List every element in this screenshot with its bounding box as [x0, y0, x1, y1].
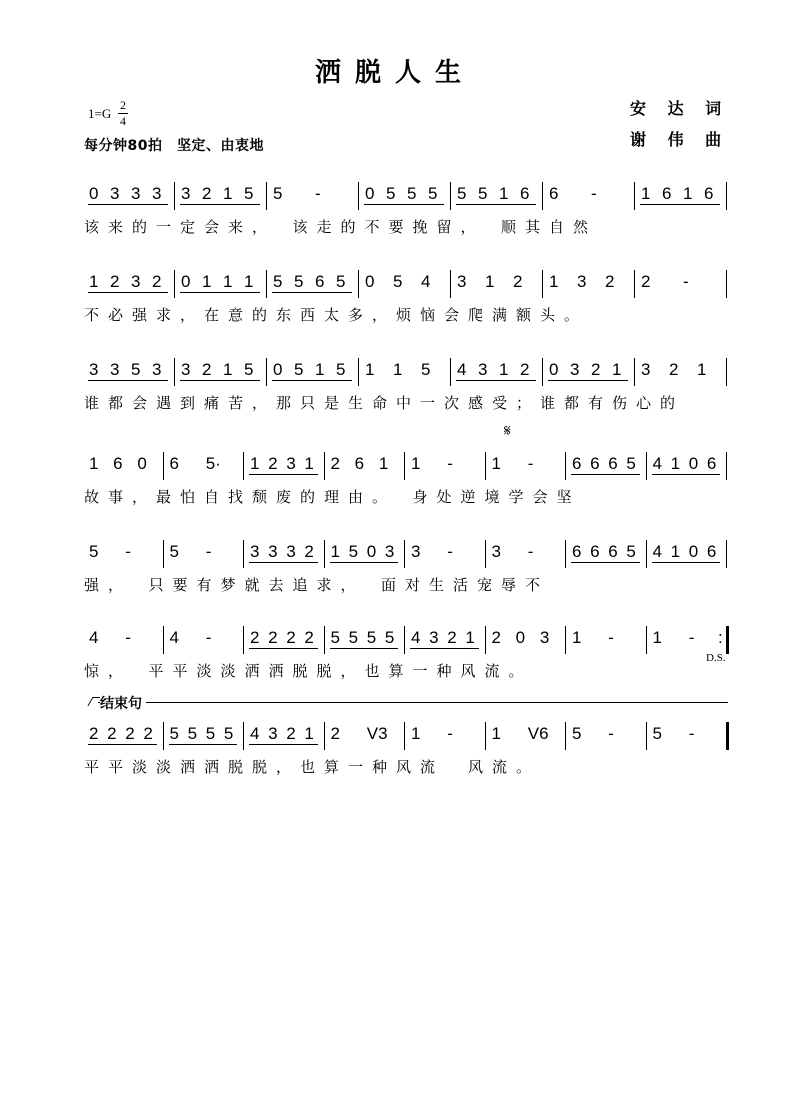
note: 5	[407, 184, 417, 203]
barline	[174, 358, 175, 386]
note: 3	[268, 724, 278, 743]
note: V3	[366, 724, 388, 743]
barline	[243, 722, 244, 750]
note: 2	[107, 724, 117, 743]
dash-note: -	[527, 454, 534, 473]
note: 5	[336, 360, 346, 379]
note: 5	[273, 184, 283, 203]
beam	[456, 380, 536, 381]
note: 5	[169, 724, 179, 743]
note: V6	[527, 724, 549, 743]
note: 1	[499, 360, 509, 379]
note: 5	[478, 184, 488, 203]
note: 2	[89, 724, 99, 743]
note: 0	[365, 272, 375, 291]
note: 6	[662, 184, 672, 203]
note: 1	[202, 272, 212, 291]
note: 1	[670, 542, 681, 561]
barline	[634, 270, 635, 298]
note: 1	[89, 272, 99, 291]
note: 5	[652, 724, 662, 743]
note: 4	[652, 454, 662, 473]
note: 3	[539, 628, 550, 647]
dash-note: -	[527, 542, 534, 561]
note: 3	[110, 184, 120, 203]
beam	[249, 562, 318, 563]
note: 5	[428, 184, 438, 203]
note: 2	[447, 628, 457, 647]
note: 1	[223, 272, 233, 291]
note: 2	[202, 184, 212, 203]
note: 1	[499, 184, 509, 203]
segno-sign: 𝄋	[504, 421, 511, 440]
note: 1	[411, 724, 421, 743]
lyrics-line: 平平淡淡洒洒脱脱，也算一种风流 风流。	[84, 758, 541, 776]
note: 5	[386, 184, 396, 203]
note: 3	[181, 360, 191, 379]
note: 1	[223, 184, 233, 203]
note: 5	[223, 724, 234, 743]
note: 6	[704, 184, 714, 203]
note: 1	[485, 272, 495, 291]
note: 1	[304, 454, 314, 473]
dash-note: -	[125, 628, 131, 647]
notation-line	[84, 538, 728, 568]
note: 1	[250, 454, 260, 473]
end-barline	[726, 722, 729, 750]
note: 6	[315, 272, 325, 291]
barline	[485, 540, 486, 568]
note: 1	[491, 454, 501, 473]
note: 5	[187, 724, 198, 743]
note: 1	[244, 272, 254, 291]
note: 1	[304, 724, 314, 743]
tempo-marking: 每分钟80拍 坚定、由衷地	[84, 138, 264, 154]
note: 6	[169, 454, 179, 473]
coda-label: 结束句	[100, 693, 146, 713]
beam	[652, 562, 721, 563]
note: 1	[572, 628, 582, 647]
note: 5	[421, 360, 431, 379]
note: 5	[336, 272, 346, 291]
note: 5	[294, 272, 304, 291]
note: 4	[421, 272, 431, 291]
note: 4	[457, 360, 467, 379]
note: 3	[152, 360, 162, 379]
note: 6	[706, 542, 717, 561]
barline	[163, 722, 164, 750]
beam	[249, 474, 318, 475]
note: 3	[181, 184, 191, 203]
beam	[571, 474, 640, 475]
barline	[542, 182, 543, 210]
barline	[243, 540, 244, 568]
note: 5	[348, 542, 359, 561]
note: 5	[384, 628, 395, 647]
beam	[364, 204, 444, 205]
notation-line	[84, 180, 728, 210]
barline	[404, 722, 405, 750]
note: 5	[205, 724, 216, 743]
note: 6	[608, 454, 618, 473]
note: 1	[393, 360, 403, 379]
barline	[450, 270, 451, 298]
note: 2	[286, 724, 296, 743]
note: 3	[478, 360, 488, 379]
song-title: 洒脱人生	[314, 58, 475, 88]
composer-credit: 谢 伟 曲	[630, 130, 730, 149]
note: 2	[125, 724, 135, 743]
time-sig-bottom: 4	[120, 114, 126, 128]
notation-line	[84, 624, 728, 654]
end-barline	[726, 182, 727, 210]
note: 3	[577, 272, 587, 291]
beam	[169, 744, 238, 745]
note: 2	[152, 272, 162, 291]
note: 1	[641, 184, 651, 203]
barline	[163, 452, 164, 480]
beam	[88, 380, 168, 381]
lyrics-line: 强， 只要有梦就去追求， 面对生活宠辱不	[84, 576, 550, 594]
note: 2	[304, 628, 314, 647]
note: 3	[286, 454, 296, 473]
barline	[634, 358, 635, 386]
note: 1	[365, 360, 375, 379]
barline	[324, 540, 325, 568]
note: 5	[169, 542, 179, 561]
barline	[485, 452, 486, 480]
note: 5	[330, 628, 340, 647]
beam	[652, 474, 721, 475]
barline	[450, 182, 451, 210]
note: 2	[605, 272, 615, 291]
barline	[565, 722, 566, 750]
note: 3	[268, 542, 278, 561]
lyrics-line: 惊， 平平淡淡洒洒脱脱，也算一种风流。	[84, 662, 533, 680]
note: 6	[572, 542, 582, 561]
barline	[634, 182, 635, 210]
note: 3	[250, 542, 260, 561]
end-barline	[726, 358, 727, 386]
barline	[266, 182, 267, 210]
notation-line	[84, 268, 728, 298]
barline	[542, 270, 543, 298]
time-sig-top: 2	[120, 98, 126, 112]
dash-note: -	[447, 724, 453, 743]
note: 2	[513, 272, 523, 291]
note: 1	[411, 454, 421, 473]
beam	[272, 292, 352, 293]
note: 1	[378, 454, 389, 473]
dash-note: -	[125, 542, 131, 561]
dash-note: -	[608, 724, 614, 743]
barline	[404, 540, 405, 568]
barline	[324, 722, 325, 750]
note: 5	[244, 360, 254, 379]
time-signature	[118, 99, 128, 128]
note: 5·	[205, 454, 221, 473]
note: 6	[572, 454, 582, 473]
notation-line	[84, 356, 728, 386]
note: 5	[294, 360, 304, 379]
note: 2	[143, 724, 153, 743]
barline	[450, 358, 451, 386]
barline	[266, 270, 267, 298]
end-barline	[726, 626, 729, 654]
barline	[163, 540, 164, 568]
dash-note: -	[591, 184, 597, 203]
beam	[410, 648, 479, 649]
beam	[272, 380, 352, 381]
note: 1	[89, 454, 99, 473]
barline	[174, 182, 175, 210]
note: 0	[365, 184, 375, 203]
note: 5	[366, 628, 377, 647]
barline	[646, 722, 647, 750]
note: 5	[626, 542, 636, 561]
barline	[485, 722, 486, 750]
note: 3	[131, 272, 141, 291]
note: 2	[641, 272, 651, 291]
note: 3	[286, 542, 296, 561]
dash-note: -	[315, 184, 321, 203]
note: 2	[330, 454, 340, 473]
beam	[548, 380, 628, 381]
dash-note: -	[608, 628, 614, 647]
beam	[180, 380, 260, 381]
lyrics-line: 不必强求，在意的东西太多，烦恼会爬满额头。	[84, 306, 589, 324]
note: 2	[304, 542, 314, 561]
note: 3	[131, 184, 141, 203]
note: 3	[411, 542, 421, 561]
barline	[324, 626, 325, 654]
barline	[358, 358, 359, 386]
dash-note: -	[205, 628, 212, 647]
note: 2	[591, 360, 601, 379]
beam	[571, 562, 640, 563]
note: 1	[612, 360, 622, 379]
barline	[266, 358, 267, 386]
key-signature: 1=G	[88, 106, 112, 121]
beam	[180, 204, 260, 205]
repeat-sign: :	[718, 628, 723, 647]
note: 1	[465, 628, 475, 647]
note: 1	[652, 628, 662, 647]
barline	[646, 452, 647, 480]
lyrics-line: 故事，最怕自找颓废的理由。 身处逆境学会坚	[84, 488, 581, 506]
beam	[88, 204, 168, 205]
note: 0	[89, 184, 99, 203]
dash-note: -	[688, 724, 695, 743]
beam	[640, 204, 720, 205]
barline	[404, 626, 405, 654]
coda-line	[98, 702, 728, 703]
barline	[565, 452, 566, 480]
note: 1	[491, 724, 501, 743]
end-barline	[726, 452, 727, 480]
barline	[243, 452, 244, 480]
barline	[243, 626, 244, 654]
note: 4	[169, 628, 179, 647]
note: 1	[315, 360, 325, 379]
note: 2	[110, 272, 120, 291]
note: 5	[89, 542, 99, 561]
barline	[358, 182, 359, 210]
beam	[456, 204, 536, 205]
note: 3	[384, 542, 395, 561]
note: 3	[89, 360, 99, 379]
note: 1	[330, 542, 340, 561]
note: 2	[520, 360, 530, 379]
note: 1	[223, 360, 233, 379]
note: 5	[572, 724, 582, 743]
beam	[330, 562, 399, 563]
note: 2	[250, 628, 260, 647]
note: 3	[641, 360, 651, 379]
beam	[88, 292, 168, 293]
note: 1	[670, 454, 681, 473]
note: 2	[268, 454, 278, 473]
barline	[358, 270, 359, 298]
barline	[485, 626, 486, 654]
note: 3	[152, 184, 162, 203]
notation-line	[84, 720, 728, 750]
note: 6	[520, 184, 530, 203]
dash-note: -	[447, 454, 453, 473]
note: 0	[273, 360, 283, 379]
note: 5	[131, 360, 141, 379]
note: 2	[491, 628, 501, 647]
note: 2	[669, 360, 679, 379]
dash-note: -	[447, 542, 453, 561]
note: 5	[457, 184, 467, 203]
barline	[565, 540, 566, 568]
beam	[180, 292, 260, 293]
notation-line	[84, 450, 728, 480]
note: 0	[366, 542, 377, 561]
note: 1	[549, 272, 559, 291]
note: 3	[491, 542, 501, 561]
note: 4	[89, 628, 99, 647]
ds-marking: D.S.	[706, 652, 726, 664]
note: 1	[697, 360, 707, 379]
note: 0	[549, 360, 559, 379]
barline	[565, 626, 566, 654]
note: 3	[457, 272, 467, 291]
note: 2	[330, 724, 340, 743]
note: 6	[113, 454, 123, 473]
note: 6	[608, 542, 618, 561]
note: 6	[590, 454, 600, 473]
barline	[324, 452, 325, 480]
note: 0	[137, 454, 147, 473]
dash-note: -	[683, 272, 689, 291]
dash-note: -	[205, 542, 212, 561]
barline	[646, 540, 647, 568]
note: 4	[250, 724, 260, 743]
note: 0	[515, 628, 526, 647]
beam	[249, 648, 318, 649]
end-barline	[726, 270, 727, 298]
lyrics-line: 谁都会遇到痛苦，那只是生命中一次感受；谁都有伤心的	[84, 394, 685, 412]
note: 2	[286, 628, 296, 647]
note: 2	[202, 360, 212, 379]
note: 1	[683, 184, 693, 203]
note: 4	[411, 628, 421, 647]
dash-note: -	[688, 628, 695, 647]
note: 6	[549, 184, 559, 203]
barline	[174, 270, 175, 298]
lyricist-credit: 安 达 词	[630, 99, 730, 118]
note: 0	[688, 454, 699, 473]
beam	[249, 744, 318, 745]
note: 2	[268, 628, 278, 647]
note: 3	[429, 628, 439, 647]
beam	[330, 648, 399, 649]
barline	[163, 626, 164, 654]
note: 3	[110, 360, 120, 379]
note: 5	[244, 184, 254, 203]
note: 5	[626, 454, 636, 473]
note: 3	[570, 360, 580, 379]
note: 0	[181, 272, 191, 291]
note: 5	[393, 272, 403, 291]
note: 0	[688, 542, 699, 561]
note: 5	[348, 628, 359, 647]
note: 4	[652, 542, 662, 561]
beam	[88, 744, 157, 745]
note: 6	[354, 454, 365, 473]
note: 6	[706, 454, 717, 473]
note: 6	[590, 542, 600, 561]
barline	[404, 452, 405, 480]
lyrics-line: 该来的一定会来， 该走的不要挽留， 顺其自然	[84, 218, 598, 236]
barline	[646, 626, 647, 654]
note: 5	[273, 272, 283, 291]
barline	[542, 358, 543, 386]
end-barline	[726, 540, 727, 568]
